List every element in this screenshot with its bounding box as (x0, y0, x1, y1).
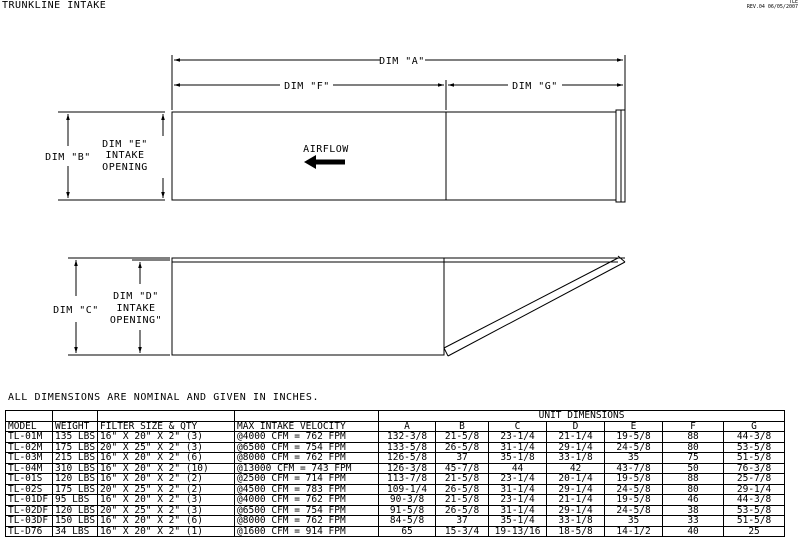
table-cell: 33 (663, 516, 724, 527)
column-header: G (724, 421, 785, 432)
table-cell: 29-1/4 (547, 442, 605, 453)
table-cell: 53-5/8 (724, 442, 785, 453)
table-cell: 35 (605, 453, 663, 464)
table-cell: 175 LBS (53, 484, 98, 495)
table-row (6, 474, 785, 485)
table-cell: TL-D76 (6, 526, 53, 537)
table-cell: 33-1/8 (547, 516, 605, 527)
table-cell: 132-3/8 (379, 432, 436, 443)
table-cell: 40 (663, 526, 724, 537)
table-cell: 21-1/4 (547, 495, 605, 506)
table-row (6, 453, 785, 464)
table-cell: 35 (605, 516, 663, 527)
table-cell: 133-5/8 (379, 442, 436, 453)
table-cell: 113-7/8 (379, 474, 436, 485)
table-cell: 31-1/4 (489, 505, 547, 516)
table-cell: 21-5/8 (436, 432, 489, 443)
table-cell: 20" X 25" X 2" (3) (98, 442, 235, 453)
table-cell: 29-1/4 (547, 505, 605, 516)
table-cell: 23-1/4 (489, 432, 547, 443)
dim-c-label: DIM "C" (53, 305, 99, 316)
table-row (6, 495, 785, 506)
table-cell: 33-1/8 (547, 453, 605, 464)
table-cell: 23-1/4 (489, 474, 547, 485)
table-cell: @6500 CFM = 754 FPM (235, 442, 379, 453)
table-cell: 25 (724, 526, 785, 537)
table-cell: 20" X 25" X 2" (3) (98, 505, 235, 516)
table-cell: 43-7/8 (605, 463, 663, 474)
table-cell: @1600 CFM = 914 FPM (235, 526, 379, 537)
table-cell: 25-7/8 (724, 474, 785, 485)
table-row (6, 526, 785, 537)
table-cell: 26-5/8 (436, 442, 489, 453)
table-cell: 24-5/8 (605, 505, 663, 516)
table-cell: 31-1/4 (489, 442, 547, 453)
table-cell: 16" X 20" X 2" (10) (98, 463, 235, 474)
table-cell: 26-5/8 (436, 505, 489, 516)
column-header: A (379, 421, 436, 432)
table-cell: 150 LBS (53, 516, 98, 527)
table-cell: 109-1/4 (379, 484, 436, 495)
table-cell: 16" X 20" X 2" (3) (98, 432, 235, 443)
table-cell: 51-5/8 (724, 516, 785, 527)
table-header-row (6, 421, 785, 432)
table-cell: 215 LBS (53, 453, 98, 464)
table-row (6, 516, 785, 527)
table-cell: 42 (547, 463, 605, 474)
table-cell: 65 (379, 526, 436, 537)
table-group-header-row (6, 411, 785, 422)
table-cell: 18-5/8 (547, 526, 605, 537)
table-cell: 88 (663, 432, 724, 443)
dim-g-label: DIM "G" (512, 81, 558, 92)
table-cell: 53-5/8 (724, 505, 785, 516)
table-cell: 76-3/8 (724, 463, 785, 474)
table-cell: 21-1/4 (547, 432, 605, 443)
table-cell: TL-02DF (6, 505, 53, 516)
dimensions-note: ALL DIMENSIONS ARE NOMINAL AND GIVEN IN INCHES. (8, 392, 320, 403)
table-cell: 84-5/8 (379, 516, 436, 527)
table-cell: 19-5/8 (605, 495, 663, 506)
table-cell: 16" X 20" X 2" (6) (98, 516, 235, 527)
table-cell: 44-3/8 (724, 495, 785, 506)
table-cell: 90-3/8 (379, 495, 436, 506)
column-header: E (605, 421, 663, 432)
table-cell: 37 (436, 453, 489, 464)
table-cell: 29-1/4 (724, 484, 785, 495)
table-cell: 44-3/8 (724, 432, 785, 443)
table-cell: TL-01DF (6, 495, 53, 506)
dim-a-label: DIM "A" (379, 56, 425, 67)
table-cell: @4500 CFM = 783 FPM (235, 484, 379, 495)
column-header: FILTER SIZE & QTY (98, 421, 235, 432)
table-cell: TL-03DF (6, 516, 53, 527)
table-cell: 88 (663, 474, 724, 485)
airflow-label: AIRFLOW (303, 144, 349, 155)
table-cell: 26-5/8 (436, 484, 489, 495)
table-cell: 29-1/4 (547, 484, 605, 495)
table-cell: 120 LBS (53, 505, 98, 516)
table-cell: 135 LBS (53, 432, 98, 443)
revision-date: REV.04 06/05/2007 (746, 4, 798, 10)
table-cell: TL-01M (6, 432, 53, 443)
table-cell: 126-5/8 (379, 453, 436, 464)
table-cell: 34 LBS (53, 526, 98, 537)
unit-dimensions-header: UNIT DIMENSIONS (379, 411, 785, 422)
column-header: C (489, 421, 547, 432)
table-cell: 19-13/16 (489, 526, 547, 537)
table-cell: 310 LBS (53, 463, 98, 474)
dim-b-label: DIM "B" (45, 152, 91, 163)
table-cell: 45-7/8 (436, 463, 489, 474)
top-view (58, 55, 625, 202)
table-cell: 91-5/8 (379, 505, 436, 516)
table-cell: @8000 CFM = 762 FPM (235, 453, 379, 464)
table-cell: @4000 CFM = 762 FPM (235, 495, 379, 506)
column-header: B (436, 421, 489, 432)
dim-f-label: DIM "F" (284, 81, 330, 92)
table-row (6, 484, 785, 495)
table-cell: 175 LBS (53, 442, 98, 453)
table-row (6, 442, 785, 453)
table-cell: 21-5/8 (436, 495, 489, 506)
dim-e-label-opening: OPENING (102, 162, 148, 173)
table-cell: 20-1/4 (547, 474, 605, 485)
table-cell: 15-3/4 (436, 526, 489, 537)
table-row (6, 463, 785, 474)
table-cell: 35-1/8 (489, 453, 547, 464)
dim-d-label-intake: INTAKE (116, 303, 156, 314)
table-cell: 75 (663, 453, 724, 464)
table-cell: 126-3/8 (379, 463, 436, 474)
table-cell: TL-02S (6, 484, 53, 495)
table-cell: TL-01S (6, 474, 53, 485)
table-cell: 44 (489, 463, 547, 474)
table-cell: 31-1/4 (489, 484, 547, 495)
table-cell: @6500 CFM = 754 FPM (235, 505, 379, 516)
column-header: F (663, 421, 724, 432)
table-cell: @13000 CFM = 743 FPM (235, 463, 379, 474)
table-row (6, 432, 785, 443)
table-cell: 16" X 20" X 2" (1) (98, 526, 235, 537)
table-cell: 21-5/8 (436, 474, 489, 485)
table-cell: @2500 CFM = 714 FPM (235, 474, 379, 485)
table-cell: 46 (663, 495, 724, 506)
table-cell: 19-5/8 (605, 474, 663, 485)
column-header: D (547, 421, 605, 432)
table-cell: 24-5/8 (605, 484, 663, 495)
table-cell: 80 (663, 442, 724, 453)
table-row (6, 505, 785, 516)
table-cell: 51-5/8 (724, 453, 785, 464)
dim-e-label-intake: INTAKE (105, 150, 145, 161)
revision-code: TLE (788, 0, 798, 5)
dim-d-label-opening: OPENING" (109, 315, 163, 326)
table-cell: 16" X 20" X 2" (2) (98, 474, 235, 485)
drawing-title: TRUNKLINE INTAKE (2, 0, 107, 11)
table-cell: 16" X 20" X 2" (3) (98, 495, 235, 506)
table-cell: 80 (663, 484, 724, 495)
table-cell: 37 (436, 516, 489, 527)
table-cell: 35-1/4 (489, 516, 547, 527)
table-cell: 20" X 25" X 2" (2) (98, 484, 235, 495)
table-cell: 19-5/8 (605, 432, 663, 443)
table-cell: TL-03M (6, 453, 53, 464)
table-cell: 23-1/4 (489, 495, 547, 506)
dim-d-label: DIM "D" (113, 291, 159, 302)
dim-e-label: DIM "E" (102, 139, 148, 150)
table-cell: 16" X 20" X 2" (6) (98, 453, 235, 464)
table-cell: 24-5/8 (605, 442, 663, 453)
table-cell: TL-02M (6, 442, 53, 453)
table-cell: 95 LBS (53, 495, 98, 506)
table-cell: @8000 CFM = 762 FPM (235, 516, 379, 527)
column-header: WEIGHT (53, 421, 98, 432)
table-cell: 14-1/2 (605, 526, 663, 537)
table-cell: @4000 CFM = 762 FPM (235, 432, 379, 443)
table-cell: 38 (663, 505, 724, 516)
table-cell: 50 (663, 463, 724, 474)
table-cell: TL-04M (6, 463, 53, 474)
column-header: MAX INTAKE VELOCITY (235, 421, 379, 432)
column-header: MODEL (6, 421, 53, 432)
unit-dimensions-table (5, 410, 785, 537)
table-cell: 120 LBS (53, 474, 98, 485)
